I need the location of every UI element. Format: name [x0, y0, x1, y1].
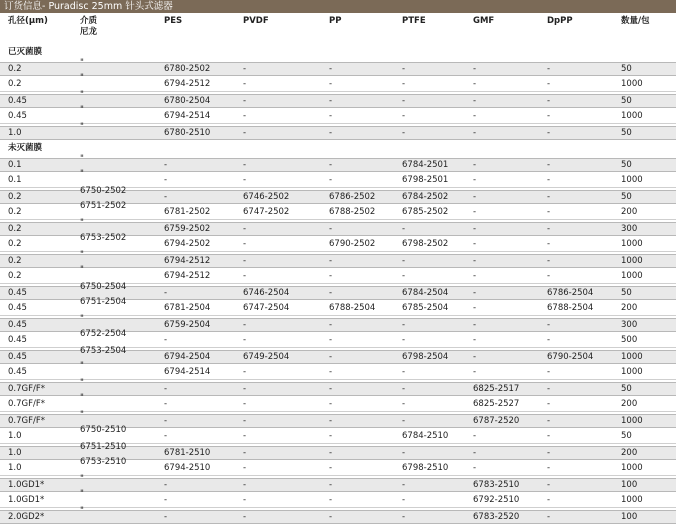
- cell-pp: -: [329, 128, 333, 138]
- cell-pvdf: -: [243, 495, 247, 505]
- cell-pvdf: -: [243, 96, 247, 106]
- cell-pvdf: 6746-2502: [243, 192, 290, 202]
- table-row: [0, 58, 676, 76]
- cell-nylon: ": [80, 90, 84, 100]
- cell-pore-size: 1.0: [8, 448, 22, 458]
- cell-dppp: -: [547, 335, 551, 345]
- cell-pvdf: 6746-2504: [243, 288, 290, 298]
- cell-pore-size: 0.2: [8, 239, 22, 249]
- cell-nylon: ": [80, 489, 84, 499]
- cell-pes: 6780-2510: [164, 128, 211, 138]
- cell-pp: -: [329, 352, 333, 362]
- cell-gmf: -: [473, 303, 477, 313]
- cell-dppp: 6786-2504: [547, 288, 594, 298]
- cell-pvdf: -: [243, 448, 247, 458]
- cell-dppp: -: [547, 367, 551, 377]
- cell-dppp: 6788-2504: [547, 303, 594, 313]
- cell-nylon: 6750-2510: [80, 425, 127, 435]
- cell-gmf: -: [473, 79, 477, 89]
- cell-gmf: -: [473, 224, 477, 234]
- cell-dppp: -: [547, 271, 551, 281]
- cell-pes: 6794-2512: [164, 256, 211, 266]
- cell-pp: -: [329, 480, 333, 490]
- cell-pp: 6788-2502: [329, 207, 376, 217]
- cell-pvdf: -: [243, 256, 247, 266]
- cell-pvdf: -: [243, 271, 247, 281]
- cell-qty: 50: [621, 192, 632, 202]
- cell-pvdf: -: [243, 175, 247, 185]
- cell-gmf: -: [473, 288, 477, 298]
- cell-qty: 50: [621, 160, 632, 170]
- cell-nylon: 6751-2504: [80, 297, 127, 307]
- table-row: [0, 346, 676, 364]
- cell-nylon: 6753-2510: [80, 457, 127, 467]
- cell-qty: 1000: [621, 111, 643, 121]
- cell-pes: -: [164, 160, 168, 170]
- header-dppp: DpPP: [547, 16, 573, 26]
- cell-pp: -: [329, 160, 333, 170]
- cell-nylon: ": [80, 73, 84, 83]
- cell-pp: -: [329, 448, 333, 458]
- cell-pore-size: 0.45: [8, 352, 27, 362]
- cell-gmf: 6783-2520: [473, 512, 520, 522]
- cell-dppp: -: [547, 512, 551, 522]
- cell-qty: 50: [621, 288, 632, 298]
- cell-pore-size: 0.7GF/F*: [8, 384, 45, 394]
- cell-pes: 6759-2502: [164, 224, 211, 234]
- cell-gmf: -: [473, 320, 477, 330]
- cell-dppp: -: [547, 416, 551, 426]
- cell-ptfe: -: [402, 64, 406, 74]
- cell-nylon: ": [80, 410, 84, 420]
- cell-ptfe: -: [402, 480, 406, 490]
- table-row: [0, 122, 676, 140]
- cell-qty: 1000: [621, 256, 643, 266]
- cell-dppp: -: [547, 384, 551, 394]
- cell-pes: 6794-2510: [164, 463, 211, 473]
- cell-pes: 6794-2512: [164, 271, 211, 281]
- cell-gmf: -: [473, 463, 477, 473]
- cell-gmf: 6825-2527: [473, 399, 520, 409]
- cell-ptfe: -: [402, 224, 406, 234]
- cell-nylon: ": [80, 122, 84, 132]
- cell-pvdf: -: [243, 64, 247, 74]
- cell-ptfe: 6798-2510: [402, 463, 449, 473]
- cell-pvdf: 6747-2504: [243, 303, 290, 313]
- cell-pp: -: [329, 367, 333, 377]
- cell-nylon: 6750-2504: [80, 282, 127, 292]
- cell-pvdf: -: [243, 384, 247, 394]
- cell-nylon: 6752-2504: [80, 329, 127, 339]
- cell-dppp: -: [547, 175, 551, 185]
- cell-pes: 6794-2512: [164, 79, 211, 89]
- cell-pvdf: -: [243, 512, 247, 522]
- cell-qty: 500: [621, 335, 638, 345]
- cell-nylon: ": [80, 58, 84, 68]
- section-header: [0, 142, 676, 156]
- cell-ptfe: 6798-2501: [402, 175, 449, 185]
- cell-dppp: -: [547, 463, 551, 473]
- cell-nylon: 6753-2502: [80, 233, 127, 243]
- cell-qty: 300: [621, 320, 638, 330]
- cell-pore-size: 0.7GF/F*: [8, 416, 45, 426]
- cell-pore-size: 1.0: [8, 463, 22, 473]
- cell-qty: 200: [621, 399, 638, 409]
- cell-pes: 6794-2514: [164, 367, 211, 377]
- cell-pvdf: -: [243, 224, 247, 234]
- table-row: [0, 90, 676, 108]
- table-row: [0, 361, 676, 380]
- header-pp: PP: [329, 16, 342, 26]
- cell-gmf: -: [473, 335, 477, 345]
- cell-pes: 6780-2504: [164, 96, 211, 106]
- cell-pvdf: -: [243, 111, 247, 121]
- header-qty: 数量/包: [621, 16, 650, 26]
- cell-qty: 1000: [621, 352, 643, 362]
- cell-qty: 1000: [621, 239, 643, 249]
- cell-dppp: -: [547, 192, 551, 202]
- cell-pvdf: -: [243, 480, 247, 490]
- cell-pvdf: -: [243, 416, 247, 426]
- cell-qty: 1000: [621, 495, 643, 505]
- cell-pore-size: 0.1: [8, 175, 22, 185]
- cell-dppp: -: [547, 320, 551, 330]
- cell-pp: 6788-2504: [329, 303, 376, 313]
- cell-pes: -: [164, 288, 168, 298]
- cell-qty: 100: [621, 480, 638, 490]
- cell-gmf: -: [473, 64, 477, 74]
- table-row: [0, 250, 676, 268]
- cell-pore-size: 2.0GD2*: [8, 512, 45, 522]
- cell-qty: 1000: [621, 367, 643, 377]
- cell-nylon: ": [80, 218, 84, 228]
- cell-pes: -: [164, 495, 168, 505]
- cell-gmf: -: [473, 175, 477, 185]
- cell-nylon: ": [80, 250, 84, 260]
- cell-pore-size: 0.2: [8, 79, 22, 89]
- cell-pvdf: -: [243, 79, 247, 89]
- cell-pes: -: [164, 480, 168, 490]
- cell-dppp: -: [547, 96, 551, 106]
- cell-pes: 6781-2504: [164, 303, 211, 313]
- cell-pp: -: [329, 79, 333, 89]
- cell-pore-size: 1.0GD1*: [8, 480, 45, 490]
- cell-pore-size: 0.2: [8, 207, 22, 217]
- cell-ptfe: 6785-2504: [402, 303, 449, 313]
- table-row: [0, 233, 676, 252]
- cell-pes: 6794-2514: [164, 111, 211, 121]
- cell-gmf: -: [473, 111, 477, 121]
- cell-dppp: -: [547, 480, 551, 490]
- cell-nylon: ": [80, 393, 84, 403]
- cell-qty: 1000: [621, 175, 643, 185]
- cell-pvdf: -: [243, 431, 247, 441]
- table-row: [0, 393, 676, 412]
- cell-pore-size: 1.0: [8, 128, 22, 138]
- cell-pore-size: 0.45: [8, 335, 27, 345]
- cell-pes: -: [164, 431, 168, 441]
- cell-ptfe: -: [402, 512, 406, 522]
- cell-qty: 50: [621, 96, 632, 106]
- cell-ptfe: -: [402, 256, 406, 266]
- table-row: [0, 506, 676, 524]
- cell-pore-size: 0.2: [8, 271, 22, 281]
- table-header: [0, 16, 676, 44]
- cell-ptfe: 6798-2502: [402, 239, 449, 249]
- cell-pes: 6780-2502: [164, 64, 211, 74]
- cell-dppp: -: [547, 431, 551, 441]
- cell-dppp: -: [547, 399, 551, 409]
- table-row: [0, 474, 676, 492]
- cell-qty: 300: [621, 224, 638, 234]
- cell-nylon: 6750-2502: [80, 186, 127, 196]
- table-row: [0, 457, 676, 476]
- cell-dppp: -: [547, 239, 551, 249]
- cell-pp: -: [329, 320, 333, 330]
- cell-gmf: -: [473, 271, 477, 281]
- cell-pore-size: 0.2: [8, 256, 22, 266]
- cell-pp: -: [329, 399, 333, 409]
- cell-nylon: 6753-2504: [80, 346, 127, 356]
- cell-pp: -: [329, 175, 333, 185]
- cell-ptfe: -: [402, 495, 406, 505]
- cell-dppp: -: [547, 111, 551, 121]
- header-gmf: GMF: [473, 16, 495, 26]
- cell-gmf: -: [473, 448, 477, 458]
- cell-pp: -: [329, 111, 333, 121]
- cell-pes: -: [164, 416, 168, 426]
- cell-pore-size: 0.45: [8, 303, 27, 313]
- cell-nylon: ": [80, 154, 84, 164]
- cell-pes: -: [164, 512, 168, 522]
- cell-gmf: -: [473, 256, 477, 266]
- cell-pvdf: 6747-2502: [243, 207, 290, 217]
- cell-qty: 100: [621, 512, 638, 522]
- cell-ptfe: 6784-2502: [402, 192, 449, 202]
- cell-qty: 50: [621, 431, 632, 441]
- cell-gmf: -: [473, 96, 477, 106]
- cell-nylon: ": [80, 169, 84, 179]
- cell-gmf: -: [473, 431, 477, 441]
- cell-dppp: -: [547, 128, 551, 138]
- cell-ptfe: -: [402, 128, 406, 138]
- cell-pore-size: 0.1: [8, 160, 22, 170]
- cell-gmf: 6787-2520: [473, 416, 520, 426]
- cell-ptfe: -: [402, 96, 406, 106]
- cell-dppp: -: [547, 256, 551, 266]
- cell-qty: 1000: [621, 463, 643, 473]
- cell-gmf: -: [473, 367, 477, 377]
- cell-ptfe: -: [402, 335, 406, 345]
- cell-qty: 200: [621, 448, 638, 458]
- table-row: [0, 154, 676, 172]
- cell-pes: -: [164, 384, 168, 394]
- cell-pp: -: [329, 431, 333, 441]
- cell-pore-size: 0.45: [8, 320, 27, 330]
- cell-ptfe: -: [402, 79, 406, 89]
- cell-ptfe: -: [402, 399, 406, 409]
- cell-ptfe: -: [402, 320, 406, 330]
- table-row: [0, 378, 676, 396]
- cell-nylon: ": [80, 474, 84, 484]
- cell-pore-size: 0.45: [8, 96, 27, 106]
- cell-pes: -: [164, 175, 168, 185]
- cell-dppp: 6790-2504: [547, 352, 594, 362]
- header-ptfe: PTFE: [402, 16, 426, 26]
- cell-ptfe: 6784-2504: [402, 288, 449, 298]
- cell-pes: 6794-2504: [164, 352, 211, 362]
- cell-nylon: ": [80, 314, 84, 324]
- cell-pes: -: [164, 335, 168, 345]
- cell-pvdf: -: [243, 367, 247, 377]
- cell-pore-size: 0.45: [8, 367, 27, 377]
- cell-pp: -: [329, 463, 333, 473]
- cell-pes: -: [164, 399, 168, 409]
- cell-pore-size: 1.0: [8, 431, 22, 441]
- cell-pore-size: 0.2: [8, 192, 22, 202]
- cell-qty: 50: [621, 384, 632, 394]
- cell-dppp: -: [547, 495, 551, 505]
- cell-pp: -: [329, 416, 333, 426]
- cell-gmf: -: [473, 239, 477, 249]
- cell-gmf: -: [473, 128, 477, 138]
- header-pvdf: PVDF: [243, 16, 269, 26]
- cell-pvdf: -: [243, 335, 247, 345]
- cell-pvdf: -: [243, 320, 247, 330]
- cell-pore-size: 0.45: [8, 288, 27, 298]
- cell-pvdf: -: [243, 463, 247, 473]
- cell-gmf: -: [473, 207, 477, 217]
- table-row: [0, 201, 676, 220]
- header-pes: PES: [164, 16, 183, 26]
- cell-pore-size: 0.7GF/F*: [8, 399, 45, 409]
- cell-gmf: -: [473, 192, 477, 202]
- cell-nylon: 6751-2510: [80, 442, 127, 452]
- cell-pp: 6790-2502: [329, 239, 376, 249]
- cell-qty: 50: [621, 128, 632, 138]
- cell-pp: -: [329, 271, 333, 281]
- cell-gmf: -: [473, 160, 477, 170]
- cell-pes: 6794-2502: [164, 239, 211, 249]
- cell-gmf: -: [473, 352, 477, 362]
- cell-nylon: 6751-2502: [80, 201, 127, 211]
- cell-nylon: ": [80, 361, 84, 371]
- cell-nylon: ": [80, 265, 84, 275]
- cell-qty: 200: [621, 207, 638, 217]
- cell-pp: -: [329, 256, 333, 266]
- cell-pes: 6759-2504: [164, 320, 211, 330]
- cell-dppp: -: [547, 207, 551, 217]
- table-row: [0, 105, 676, 124]
- cell-ptfe: -: [402, 367, 406, 377]
- cell-pp: -: [329, 512, 333, 522]
- cell-dppp: -: [547, 448, 551, 458]
- cell-ptfe: -: [402, 111, 406, 121]
- section-label: 已灭菌膜: [8, 47, 43, 57]
- cell-nylon: ": [80, 378, 84, 388]
- page-title: 订货信息- Puradisc 25mm 针头式滤器: [0, 0, 676, 13]
- cell-pp: -: [329, 495, 333, 505]
- cell-pp: -: [329, 335, 333, 345]
- cell-pp: -: [329, 96, 333, 106]
- cell-pvdf: -: [243, 160, 247, 170]
- cell-pvdf: -: [243, 128, 247, 138]
- cell-dppp: -: [547, 64, 551, 74]
- cell-pvdf: -: [243, 399, 247, 409]
- cell-gmf: 6792-2510: [473, 495, 520, 505]
- cell-qty: 50: [621, 64, 632, 74]
- cell-pp: -: [329, 288, 333, 298]
- cell-pp: -: [329, 224, 333, 234]
- cell-ptfe: -: [402, 416, 406, 426]
- cell-pore-size: 0.2: [8, 224, 22, 234]
- cell-ptfe: -: [402, 384, 406, 394]
- cell-pore-size: 0.45: [8, 111, 27, 121]
- cell-qty: 200: [621, 303, 638, 313]
- cell-gmf: 6825-2517: [473, 384, 520, 394]
- cell-ptfe: -: [402, 448, 406, 458]
- cell-ptfe: 6784-2510: [402, 431, 449, 441]
- cell-pp: 6786-2502: [329, 192, 376, 202]
- section-label: 未灭菌膜: [8, 143, 43, 153]
- cell-pp: -: [329, 384, 333, 394]
- cell-nylon: ": [80, 105, 84, 115]
- cell-qty: 1000: [621, 79, 643, 89]
- cell-gmf: 6783-2510: [473, 480, 520, 490]
- cell-pes: 6781-2502: [164, 207, 211, 217]
- table-row: [0, 297, 676, 316]
- cell-ptfe: -: [402, 271, 406, 281]
- section-header: [0, 46, 676, 60]
- cell-pes: 6781-2510: [164, 448, 211, 458]
- cell-dppp: -: [547, 224, 551, 234]
- cell-dppp: -: [547, 79, 551, 89]
- header-nylon: 介质 尼龙: [80, 16, 98, 37]
- cell-ptfe: 6785-2502: [402, 207, 449, 217]
- cell-pore-size: 1.0GD1*: [8, 495, 45, 505]
- cell-qty: 1000: [621, 271, 643, 281]
- cell-pore-size: 0.2: [8, 64, 22, 74]
- table-row: [0, 489, 676, 508]
- cell-dppp: -: [547, 160, 551, 170]
- cell-qty: 1000: [621, 416, 643, 426]
- cell-nylon: ": [80, 506, 84, 516]
- cell-pes: -: [164, 192, 168, 202]
- cell-pp: -: [329, 64, 333, 74]
- cell-ptfe: 6798-2504: [402, 352, 449, 362]
- cell-pvdf: -: [243, 239, 247, 249]
- header-pore-size: 孔径(μm): [8, 16, 48, 26]
- cell-ptfe: 6784-2501: [402, 160, 449, 170]
- cell-pvdf: 6749-2504: [243, 352, 290, 362]
- table-row: [0, 73, 676, 92]
